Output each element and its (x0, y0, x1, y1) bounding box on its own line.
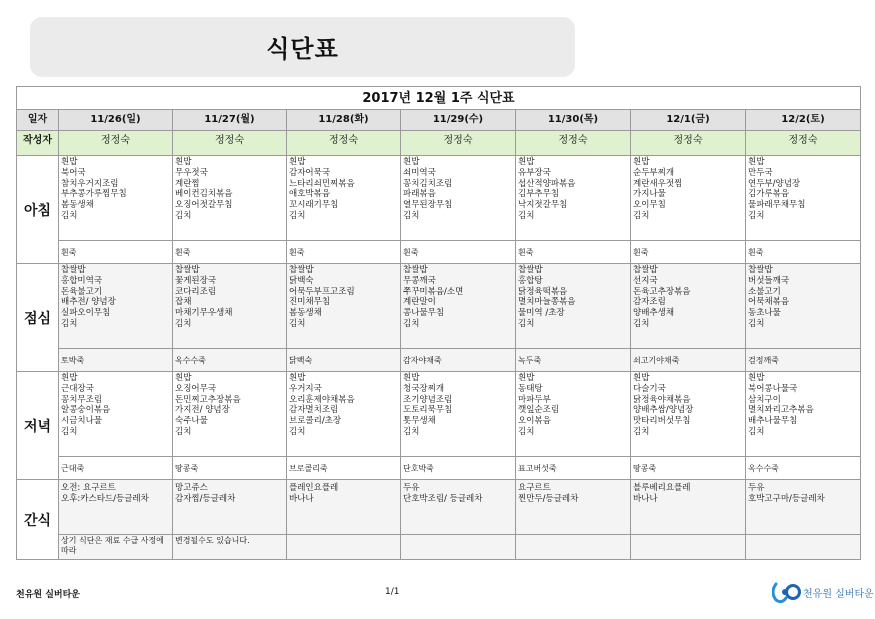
menu-item: 꽁치김치조림 (403, 178, 453, 189)
menu-item: 흰밥 (633, 373, 650, 383)
menu-item: 쭈꾸미볶음/소면 (403, 286, 464, 297)
menu-item: 가지나물 (633, 189, 666, 200)
writer-cell: 정정숙 (287, 131, 401, 156)
menu-item: 연두부/양념장 (748, 178, 801, 189)
menu-item: 버섯들깨국 (748, 275, 790, 286)
table-title: 2017년 12월 1주 식단표 (17, 87, 861, 110)
menu-item: 김치 (175, 210, 192, 221)
logo-text: 천유원 실버타운 (803, 588, 874, 600)
menu-item: 우거지국 (289, 383, 322, 394)
menu-item: 흰밥 (61, 157, 78, 167)
menu-cell (59, 372, 173, 457)
menu-item: 찹쌀밥 (403, 265, 428, 275)
menu-item: 흰밥 (518, 157, 535, 167)
meal-label: 아침 (17, 156, 59, 264)
menu-item: 김치 (748, 210, 765, 221)
menu-item: 흰밥 (289, 373, 306, 383)
menu-item: 느타리쇠민찌볶음 (289, 178, 355, 189)
porridge-row (17, 535, 861, 560)
porridge-cell: 흰죽 (173, 241, 287, 264)
porridge-row (17, 349, 861, 372)
date-cell: 12/2(토) (746, 110, 861, 131)
menu-item: 오징어무국 (175, 383, 217, 394)
menu-item: 김부추무침 (518, 189, 560, 200)
menu-item: 흰밥 (289, 157, 306, 167)
menu-item: 흰밥 (403, 373, 420, 383)
meal-row (17, 372, 861, 457)
menu-item: 파래볶음 (403, 189, 436, 200)
menu-item: 시금치나물 (61, 416, 103, 427)
menu-item: 코다리조림 (175, 286, 217, 297)
menu-item: 김치 (518, 318, 535, 329)
menu-item: 선지국 (633, 275, 658, 286)
porridge-cell: 흰죽 (287, 241, 401, 264)
menu-item: 돈육불고기 (61, 286, 103, 297)
menu-item: 돈민찌고추장볶음 (175, 394, 241, 405)
menu-cell (287, 156, 401, 241)
menu-cell (746, 264, 861, 349)
menu-item: 찹쌀밥 (518, 265, 543, 275)
menu-item: 참치우거지조림 (61, 178, 119, 189)
porridge-cell: 흰죽 (746, 241, 861, 264)
menu-item: 꼬시래기무침 (289, 200, 339, 211)
menu-item: 두유 (403, 483, 420, 493)
menu-item: 김치 (61, 210, 78, 221)
menu-item: 김치 (289, 318, 306, 329)
menu-item: 베이컨김치볶음 (175, 189, 233, 200)
porridge-cell: 녹두죽 (516, 349, 631, 372)
menu-item: 도토리묵무침 (403, 405, 453, 416)
menu-item: 오이볶음 (518, 416, 551, 427)
menu-item: 꽃게된장국 (175, 275, 217, 286)
menu-cell (631, 372, 746, 457)
menu-item: 감자멸치조림 (289, 405, 339, 416)
menu-item: 김치 (748, 426, 765, 437)
menu-item: 홍합미역국 (61, 275, 103, 286)
menu-item: 흰밥 (748, 157, 765, 167)
date-cell: 11/27(월) (173, 110, 287, 131)
menu-item: 삼치구이 (748, 394, 781, 405)
menu-item: 찹쌀밥 (748, 265, 773, 275)
menu-item: 김치 (175, 426, 192, 437)
menu-item: 만두국 (748, 167, 773, 178)
porridge-cell: 옥수수죽 (173, 349, 287, 372)
menu-item: 배추전/ 양념장 (61, 297, 116, 308)
menu-item: 오이무침 (633, 200, 666, 211)
menu-item: 마채기무우생채 (175, 308, 233, 319)
menu-cell (401, 480, 516, 535)
meal-label: 저녁 (17, 372, 59, 480)
menu-item: 흰밥 (748, 373, 765, 383)
menu-cell (287, 264, 401, 349)
menu-item: 멸치마늘쫑볶음 (518, 297, 576, 308)
date-cell: 11/30(목) (516, 110, 631, 131)
note-cell (173, 535, 287, 560)
porridge-cell: 단호박죽 (401, 457, 516, 480)
menu-item: 다슬기국 (633, 383, 666, 394)
porridge-cell: 닭백숙 (287, 349, 401, 372)
footer-org: 천유원 실버타운 (16, 590, 80, 600)
menu-item: 물파래무채무침 (748, 200, 806, 211)
porridge-cell: 옥수수죽 (746, 457, 861, 480)
menu-cell (287, 372, 401, 457)
menu-cell (287, 480, 401, 535)
menu-item: 북어국 (61, 167, 86, 178)
menu-item: 오전: 요구르트 (61, 483, 116, 493)
porridge-cell: 땅콩죽 (173, 457, 287, 480)
logo-icon (772, 580, 802, 604)
meal-plan-table (16, 86, 861, 560)
porridge-cell: 감자야채죽 (401, 349, 516, 372)
menu-item: 동태탕 (518, 383, 543, 394)
menu-item: 호박고구마/등글레차 (748, 494, 825, 504)
menu-item: 잡채 (175, 297, 192, 308)
menu-item: 섭산적양파볶음 (518, 178, 576, 189)
menu-item: 북어콩나물국 (748, 383, 798, 394)
menu-item: 닭정육떡볶음 (518, 286, 568, 297)
menu-item: 김가루볶음 (748, 189, 790, 200)
menu-item: 계란찜 (175, 178, 200, 189)
menu-note-1: 상기 식단은 재료 수급 사정에 따라 (61, 536, 164, 555)
menu-item: 두유 (748, 483, 765, 493)
menu-cell (631, 264, 746, 349)
meal-label: 간식 (17, 480, 59, 560)
menu-cell (59, 264, 173, 349)
menu-item: 톳무생채 (403, 416, 436, 427)
menu-item: 계란말이 (403, 297, 436, 308)
writer-cell: 정정숙 (401, 131, 516, 156)
menu-cell (746, 156, 861, 241)
menu-item: 김치 (633, 210, 650, 221)
menu-item: 유부장국 (518, 167, 551, 178)
menu-item: 오후:카스타드/등글레차 (61, 494, 149, 504)
porridge-cell: 흰죽 (59, 241, 173, 264)
menu-cell (631, 156, 746, 241)
porridge-cell: 흰죽 (631, 241, 746, 264)
porridge-cell: 땅콩죽 (631, 457, 746, 480)
menu-item: 김치 (518, 210, 535, 221)
empty-cell (631, 535, 746, 560)
menu-item: 근대장국 (61, 383, 94, 394)
menu-item: 깻잎순조림 (518, 405, 560, 416)
date-cell: 11/26(일) (59, 110, 173, 131)
menu-item: 흰밥 (403, 157, 420, 167)
menu-cell (59, 480, 173, 535)
menu-item: 요구르트 (518, 483, 551, 493)
menu-item: 흰밥 (518, 373, 535, 383)
menu-item: 김치 (403, 426, 420, 437)
porridge-cell: 근대죽 (59, 457, 173, 480)
menu-cell (173, 372, 287, 457)
menu-item: 김치 (518, 426, 535, 437)
menu-cell (401, 372, 516, 457)
writer-cell: 정정숙 (746, 131, 861, 156)
menu-item: 블루베리요플레 (633, 483, 691, 493)
menu-item: 김치 (61, 318, 78, 329)
menu-item: 김치 (633, 318, 650, 329)
menu-item: 닭정육야채볶음 (633, 394, 691, 405)
date-label: 일자 (17, 110, 59, 131)
writer-cell: 정정숙 (516, 131, 631, 156)
menu-item: 단호박조림/ 등글레차 (403, 494, 483, 504)
writer-label: 작성자 (17, 131, 59, 156)
menu-item: 김치 (289, 210, 306, 221)
menu-item: 홍합탕 (518, 275, 543, 286)
menu-item: 닭백숙 (289, 275, 314, 286)
menu-cell (173, 480, 287, 535)
menu-item: 돈육고추장볶음 (633, 286, 691, 297)
empty-cell (516, 535, 631, 560)
menu-item: 김치 (748, 318, 765, 329)
menu-item: 물미역 /초장 (518, 308, 565, 319)
footer-logo (772, 580, 874, 604)
menu-item: 봄동생채 (289, 308, 322, 319)
menu-item: 김치 (633, 426, 650, 437)
writer-row (17, 131, 861, 156)
page-title: 식단표 (266, 35, 339, 63)
menu-item: 찹쌀밥 (175, 265, 200, 275)
menu-item: 봄동생채 (61, 200, 94, 211)
porridge-cell: 쇠고기야채죽 (631, 349, 746, 372)
menu-item: 찹쌀밥 (289, 265, 314, 275)
menu-item: 청국장찌개 (403, 383, 445, 394)
menu-cell (746, 480, 861, 535)
menu-item: 진미채무침 (289, 297, 331, 308)
menu-item: 배추나물무침 (748, 416, 798, 427)
meal-label: 점심 (17, 264, 59, 372)
menu-item: 망고쥬스 (175, 483, 208, 493)
menu-cell (173, 264, 287, 349)
menu-item: 흰밥 (61, 373, 78, 383)
table-title-row (17, 87, 861, 110)
menu-item: 김치 (175, 318, 192, 329)
menu-item: 흰밥 (633, 157, 650, 167)
menu-item: 가지전/ 양념장 (175, 405, 230, 416)
menu-item: 오징어젓갈무침 (175, 200, 233, 211)
footer-page-number: 1/1 (385, 587, 400, 597)
menu-item: 맛타리버섯무침 (633, 416, 691, 427)
menu-cell (631, 480, 746, 535)
porridge-row (17, 241, 861, 264)
menu-item: 김치 (403, 318, 420, 329)
menu-item: 무콩깨국 (403, 275, 436, 286)
porridge-cell: 흰죽 (516, 241, 631, 264)
menu-item: 찹쌀밥 (633, 265, 658, 275)
menu-item: 김치 (61, 426, 78, 437)
menu-item: 바나나 (633, 494, 658, 504)
menu-cell (401, 156, 516, 241)
menu-item: 바나나 (289, 494, 314, 504)
menu-item: 마파두부 (518, 394, 551, 405)
date-cell: 12/1(금) (631, 110, 746, 131)
menu-item: 흰밥 (175, 373, 192, 383)
menu-item: 감자찜/등글레차 (175, 494, 236, 504)
meal-row (17, 480, 861, 535)
writer-cell: 정정숙 (173, 131, 287, 156)
menu-cell (516, 264, 631, 349)
menu-item: 오리훈제야채볶음 (289, 394, 355, 405)
note-cell (59, 535, 173, 560)
menu-item: 동초나물 (748, 308, 781, 319)
menu-item: 어묵채볶음 (748, 297, 790, 308)
menu-item: 어묵두부프고조림 (289, 286, 355, 297)
menu-item: 부추콩가루찜무침 (61, 189, 127, 200)
menu-item: 브로콜리/초장 (289, 416, 342, 427)
menu-item: 찹쌀밥 (61, 265, 86, 275)
porridge-row (17, 457, 861, 480)
menu-item: 낙지젓갈무침 (518, 200, 568, 211)
menu-cell (401, 264, 516, 349)
menu-item: 감자어묵국 (289, 167, 331, 178)
menu-item: 흰밥 (175, 157, 192, 167)
menu-item: 찐만두/등글레차 (518, 494, 579, 504)
menu-item: 실파오이무침 (61, 308, 111, 319)
porridge-cell: 토박죽 (59, 349, 173, 372)
date-row (17, 110, 861, 131)
menu-cell (516, 372, 631, 457)
menu-item: 열무된장무침 (403, 200, 453, 211)
menu-item: 김치 (289, 426, 306, 437)
date-cell: 11/29(수) (401, 110, 516, 131)
menu-item: 순두부찌개 (633, 167, 675, 178)
porridge-cell: 검정깨죽 (746, 349, 861, 372)
empty-cell (746, 535, 861, 560)
menu-item: 소불고기 (748, 286, 781, 297)
menu-item: 양배추쌈/양념장 (633, 405, 694, 416)
menu-cell (516, 480, 631, 535)
menu-cell (746, 372, 861, 457)
date-cell: 11/28(화) (287, 110, 401, 131)
menu-item: 멸치꽈리고추볶음 (748, 405, 814, 416)
porridge-cell: 흰죽 (401, 241, 516, 264)
writer-cell: 정정숙 (59, 131, 173, 156)
empty-cell (287, 535, 401, 560)
menu-cell (516, 156, 631, 241)
writer-cell: 정정숙 (631, 131, 746, 156)
menu-item: 김치 (403, 210, 420, 221)
empty-cell (401, 535, 516, 560)
menu-item: 애호박볶음 (289, 189, 331, 200)
menu-item: 무우젓국 (175, 167, 208, 178)
menu-item: 숙주나물 (175, 416, 208, 427)
meal-row (17, 264, 861, 349)
menu-item: 플레인요플레 (289, 483, 339, 493)
menu-item: 양배추생채 (633, 308, 675, 319)
menu-item: 알콩숭이볶음 (61, 405, 111, 416)
menu-note-2: 변경될수도 있습니다. (175, 536, 250, 545)
menu-item: 계란새우젓찜 (633, 178, 683, 189)
menu-cell (173, 156, 287, 241)
menu-item: 꽁치무조림 (61, 394, 103, 405)
menu-item: 조기양념조림 (403, 394, 453, 405)
menu-item: 쇠미역국 (403, 167, 436, 178)
menu-item: 감자조림 (633, 297, 666, 308)
porridge-cell: 브로콜리죽 (287, 457, 401, 480)
meal-row (17, 156, 861, 241)
menu-cell (59, 156, 173, 241)
menu-item: 콩나물무침 (403, 308, 445, 319)
porridge-cell: 표고버섯죽 (516, 457, 631, 480)
page-title-bar (30, 17, 575, 77)
